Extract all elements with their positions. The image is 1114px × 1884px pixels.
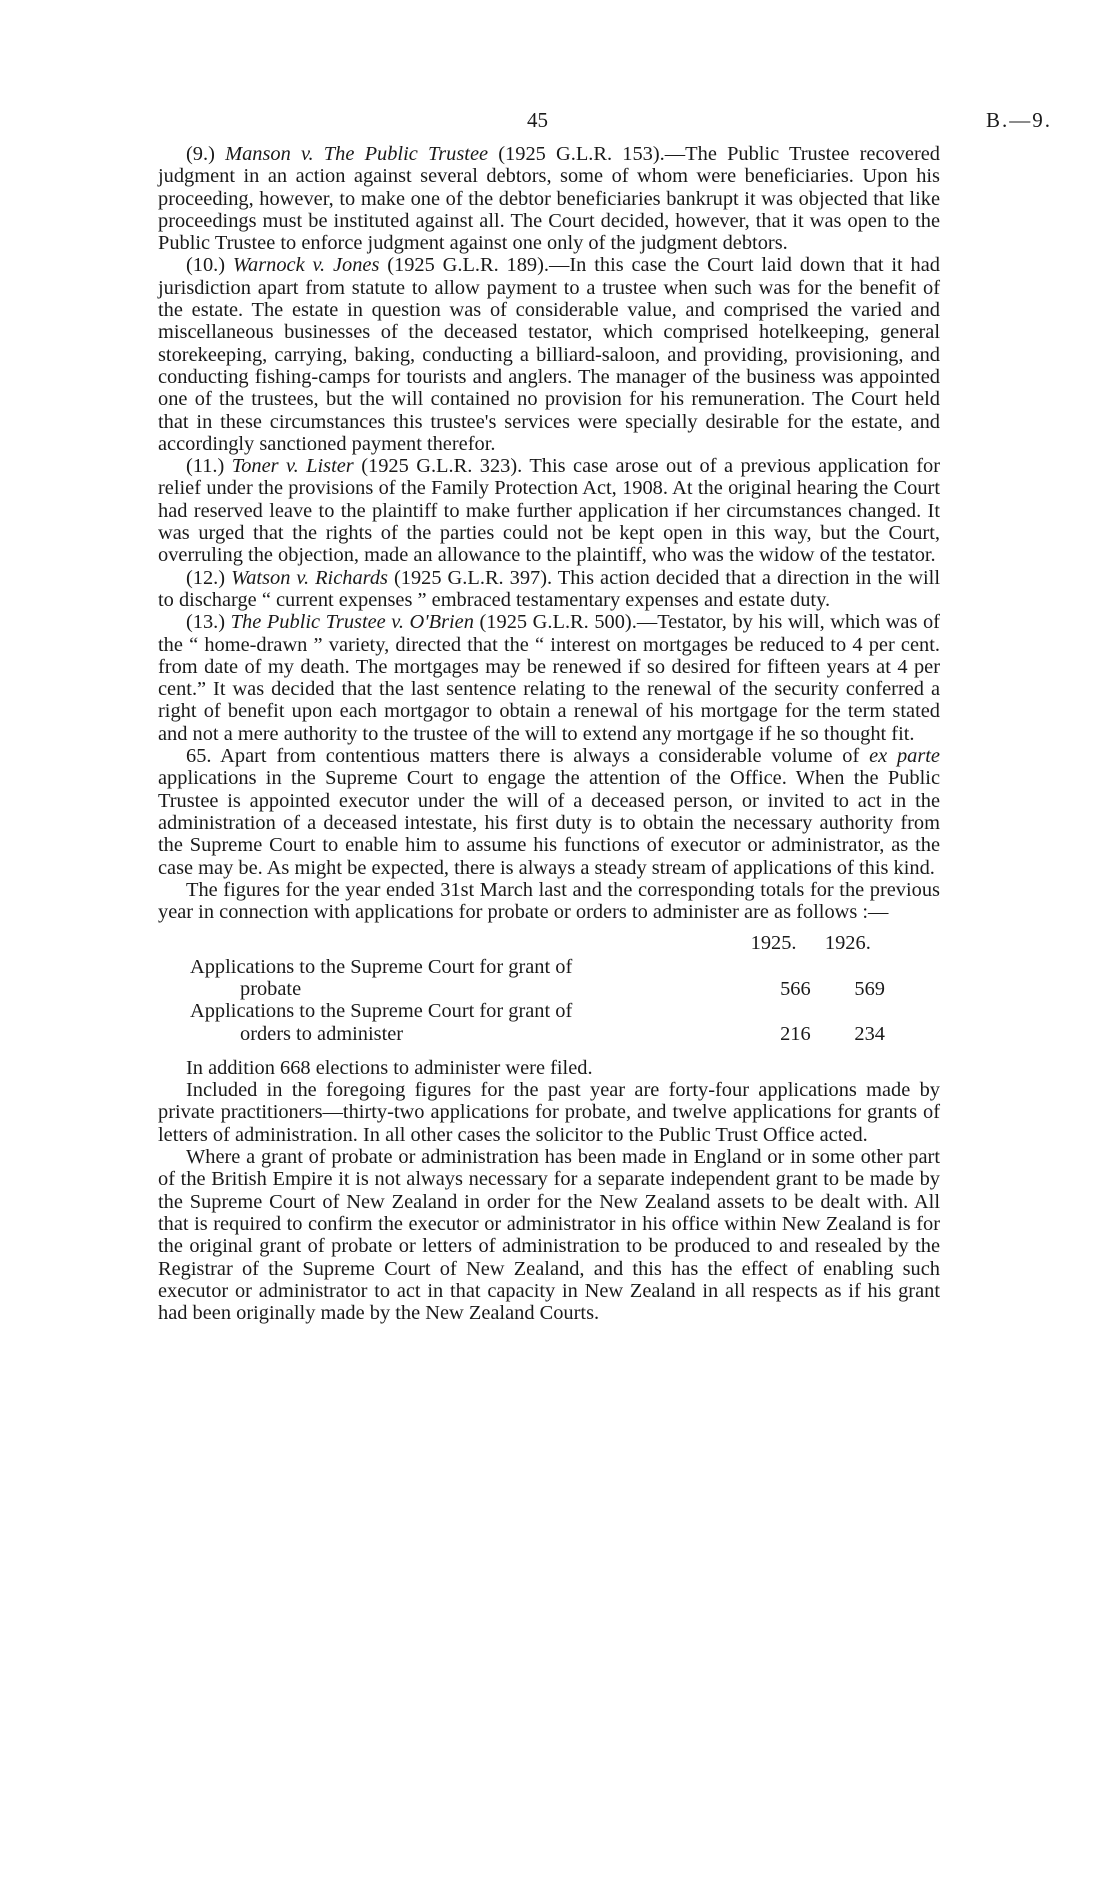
paragraph-text: applications in the Supreme Court to engage the attention of the Office. When the Public Trustee is appointed executor under the will of a deceased person, or invited to act in the administration of a deceased intestate, his first duty is to obtain the necessary authority from the Supreme Court to enable him to assume his functions of executor or administrator, as the case may be. As might be expected, there is always a steady stream of applications of this kind. [158, 767, 940, 879]
value-1925: 216 [780, 1022, 811, 1045]
figures-intro: The figures for the year ended 31st March last and the corresponding totals for the previous year in connection with applications for probate or orders to administer are as follows :— [158, 878, 940, 924]
value-1926: 569 [854, 977, 885, 1000]
case-number: (12.) [186, 566, 226, 589]
column-header-1926: 1926. [824, 932, 871, 955]
row-label-line: probate [240, 977, 302, 1000]
case-number: (9.) [186, 143, 215, 165]
case-citation: (1925 G.L.R. 500). [473, 611, 637, 634]
paragraph-elections: In addition 668 elections to administer were filed. [186, 1056, 593, 1079]
page-number: 45 [527, 108, 548, 132]
italic-term: ex parte [869, 745, 940, 768]
document-reference: B.—9. [986, 108, 1053, 132]
case-text: —The Public Trustee recovered judgment in an action against several debtors, some of whom were beneficiaries. Upon his proceeding, however, to make one of the debtor beneficiaries bankrupt it was objected that like proceedings must be instituted against all. The Court decided, however, that it was open to the Public Trustee to enforce judgment against one only of the judgment debtors. [158, 143, 940, 255]
case-paragraph-12 [158, 567, 940, 612]
paragraph-included: Included in the foregoing figures for the past year are forty-four applications made by private practitioners—thirty-two applications for probate, and twelve applications for grants of letters of administration. In all other cases the solicitor to the Public Trust Office acted. [158, 1079, 940, 1146]
case-paragraph-11 [158, 455, 940, 566]
column-header-1925: 1925. [750, 932, 797, 955]
row-label [190, 956, 736, 1001]
case-paragraph-13 [158, 611, 940, 745]
case-text: This action decided that a direction in the will to discharge “ current expenses ” embraced testamentary expenses and estate duty. [158, 566, 941, 611]
page-header [0, 108, 1114, 138]
case-citation: (1925 G.L.R. 323). [353, 455, 523, 478]
case-text: —In this case the Court laid down that it had jurisdiction apart from statute to allow payment to a trustee when such was for the benefit of the estate. The estate in question was of considerable value, and comprised the varied and miscellaneous businesses of the deceased testator, which comprised hotelkeeping, general storekeeping, carrying, baking, conducting a billiard-saloon, and providing, provisioning, and conducting fishing-camps for tourists and anglers. The manager of the business was appointed one of the trustees, but the will contained no provision for his remuneration. The Court held that in these circumstances this trustee's services were specially desirable for the estate, and accordingly sanctioned payment therefor. [158, 254, 940, 455]
row-label [190, 1000, 736, 1045]
row-label-line: Applications to the Supreme Court for grant of [190, 1000, 573, 1023]
case-paragraph-10 [158, 254, 940, 455]
table-row [190, 1000, 885, 1045]
paragraph-resealing: Where a grant of probate or administration has been made in England or in some other part of the British Empire it is not always necessary for a separate independent grant to be made by the Supreme Court of New Zealand in order for the New Zealand assets to be dealt with. All that is required to confirm the executor or administrator in his office within New Zealand is for the original grant of probate or letters of administration to be produced to and resealed by the Registrar of the Supreme Court of New Zealand, and this has the effect of enabling such executor or administrator to act in that capacity in New Zealand in all respects as if his grant had been originally made by the New Zealand Courts. [158, 1146, 940, 1325]
page-body [158, 143, 940, 1324]
case-text: This case arose out of a previous application for relief under the provisions of the Family Protection Act, 1908. At the original hearing the Court had reserved leave to the plaintiff to make further application if her circumstances changed. It was urged that the rights of the parties could not be kept open in this way, but the Court, overruling the objection, made an allowance to the plaintiff, who was the widow of the testator. [158, 455, 940, 567]
figures-table [190, 931, 885, 1044]
case-text: —Testator, by his will, which was of the “ home-drawn ” variety, directed that the “ interest on mortgages be reduced to 4 per cent. from date of my death. The mortgages may be renewed if so desired for fifteen years at 4 per cent.” It was decided that the last sentence relating to the renewal of the security conferred a right of benefit upon each mortgagor to obtain a renewal of his mortgage for the term stated and not a mere authority to the trustee of the will to extend any mortgage if he so thought fit. [158, 611, 940, 745]
case-citation: (1925 G.L.R. 397). [387, 566, 553, 589]
case-name: Watson v. Richards [231, 566, 388, 589]
table-row [190, 956, 885, 1001]
row-label-line: Applications to the Supreme Court for grant of [190, 955, 573, 978]
case-citation: (1925 G.L.R. 189). [379, 254, 549, 277]
value-1925: 566 [780, 977, 811, 1000]
case-name: Toner v. Lister [231, 455, 354, 478]
row-label-line: orders to administer [240, 1022, 404, 1045]
table-header-row [190, 931, 885, 955]
case-name: Manson v. The Public Trustee [225, 143, 489, 165]
case-number: (11.) [186, 455, 225, 478]
case-name: Warnock v. Jones [232, 254, 380, 277]
paragraph-lead: 65. Apart from contentious matters there is always a considerable volume of [186, 745, 870, 768]
case-citation: (1925 G.L.R. 153). [488, 143, 665, 165]
case-paragraph-9 [158, 143, 940, 254]
case-number: (10.) [186, 254, 226, 277]
case-name: The Public Trustee v. O'Brien [230, 611, 474, 634]
case-number: (13.) [186, 611, 226, 634]
paragraph-65 [158, 745, 940, 879]
value-1926: 234 [854, 1022, 885, 1045]
